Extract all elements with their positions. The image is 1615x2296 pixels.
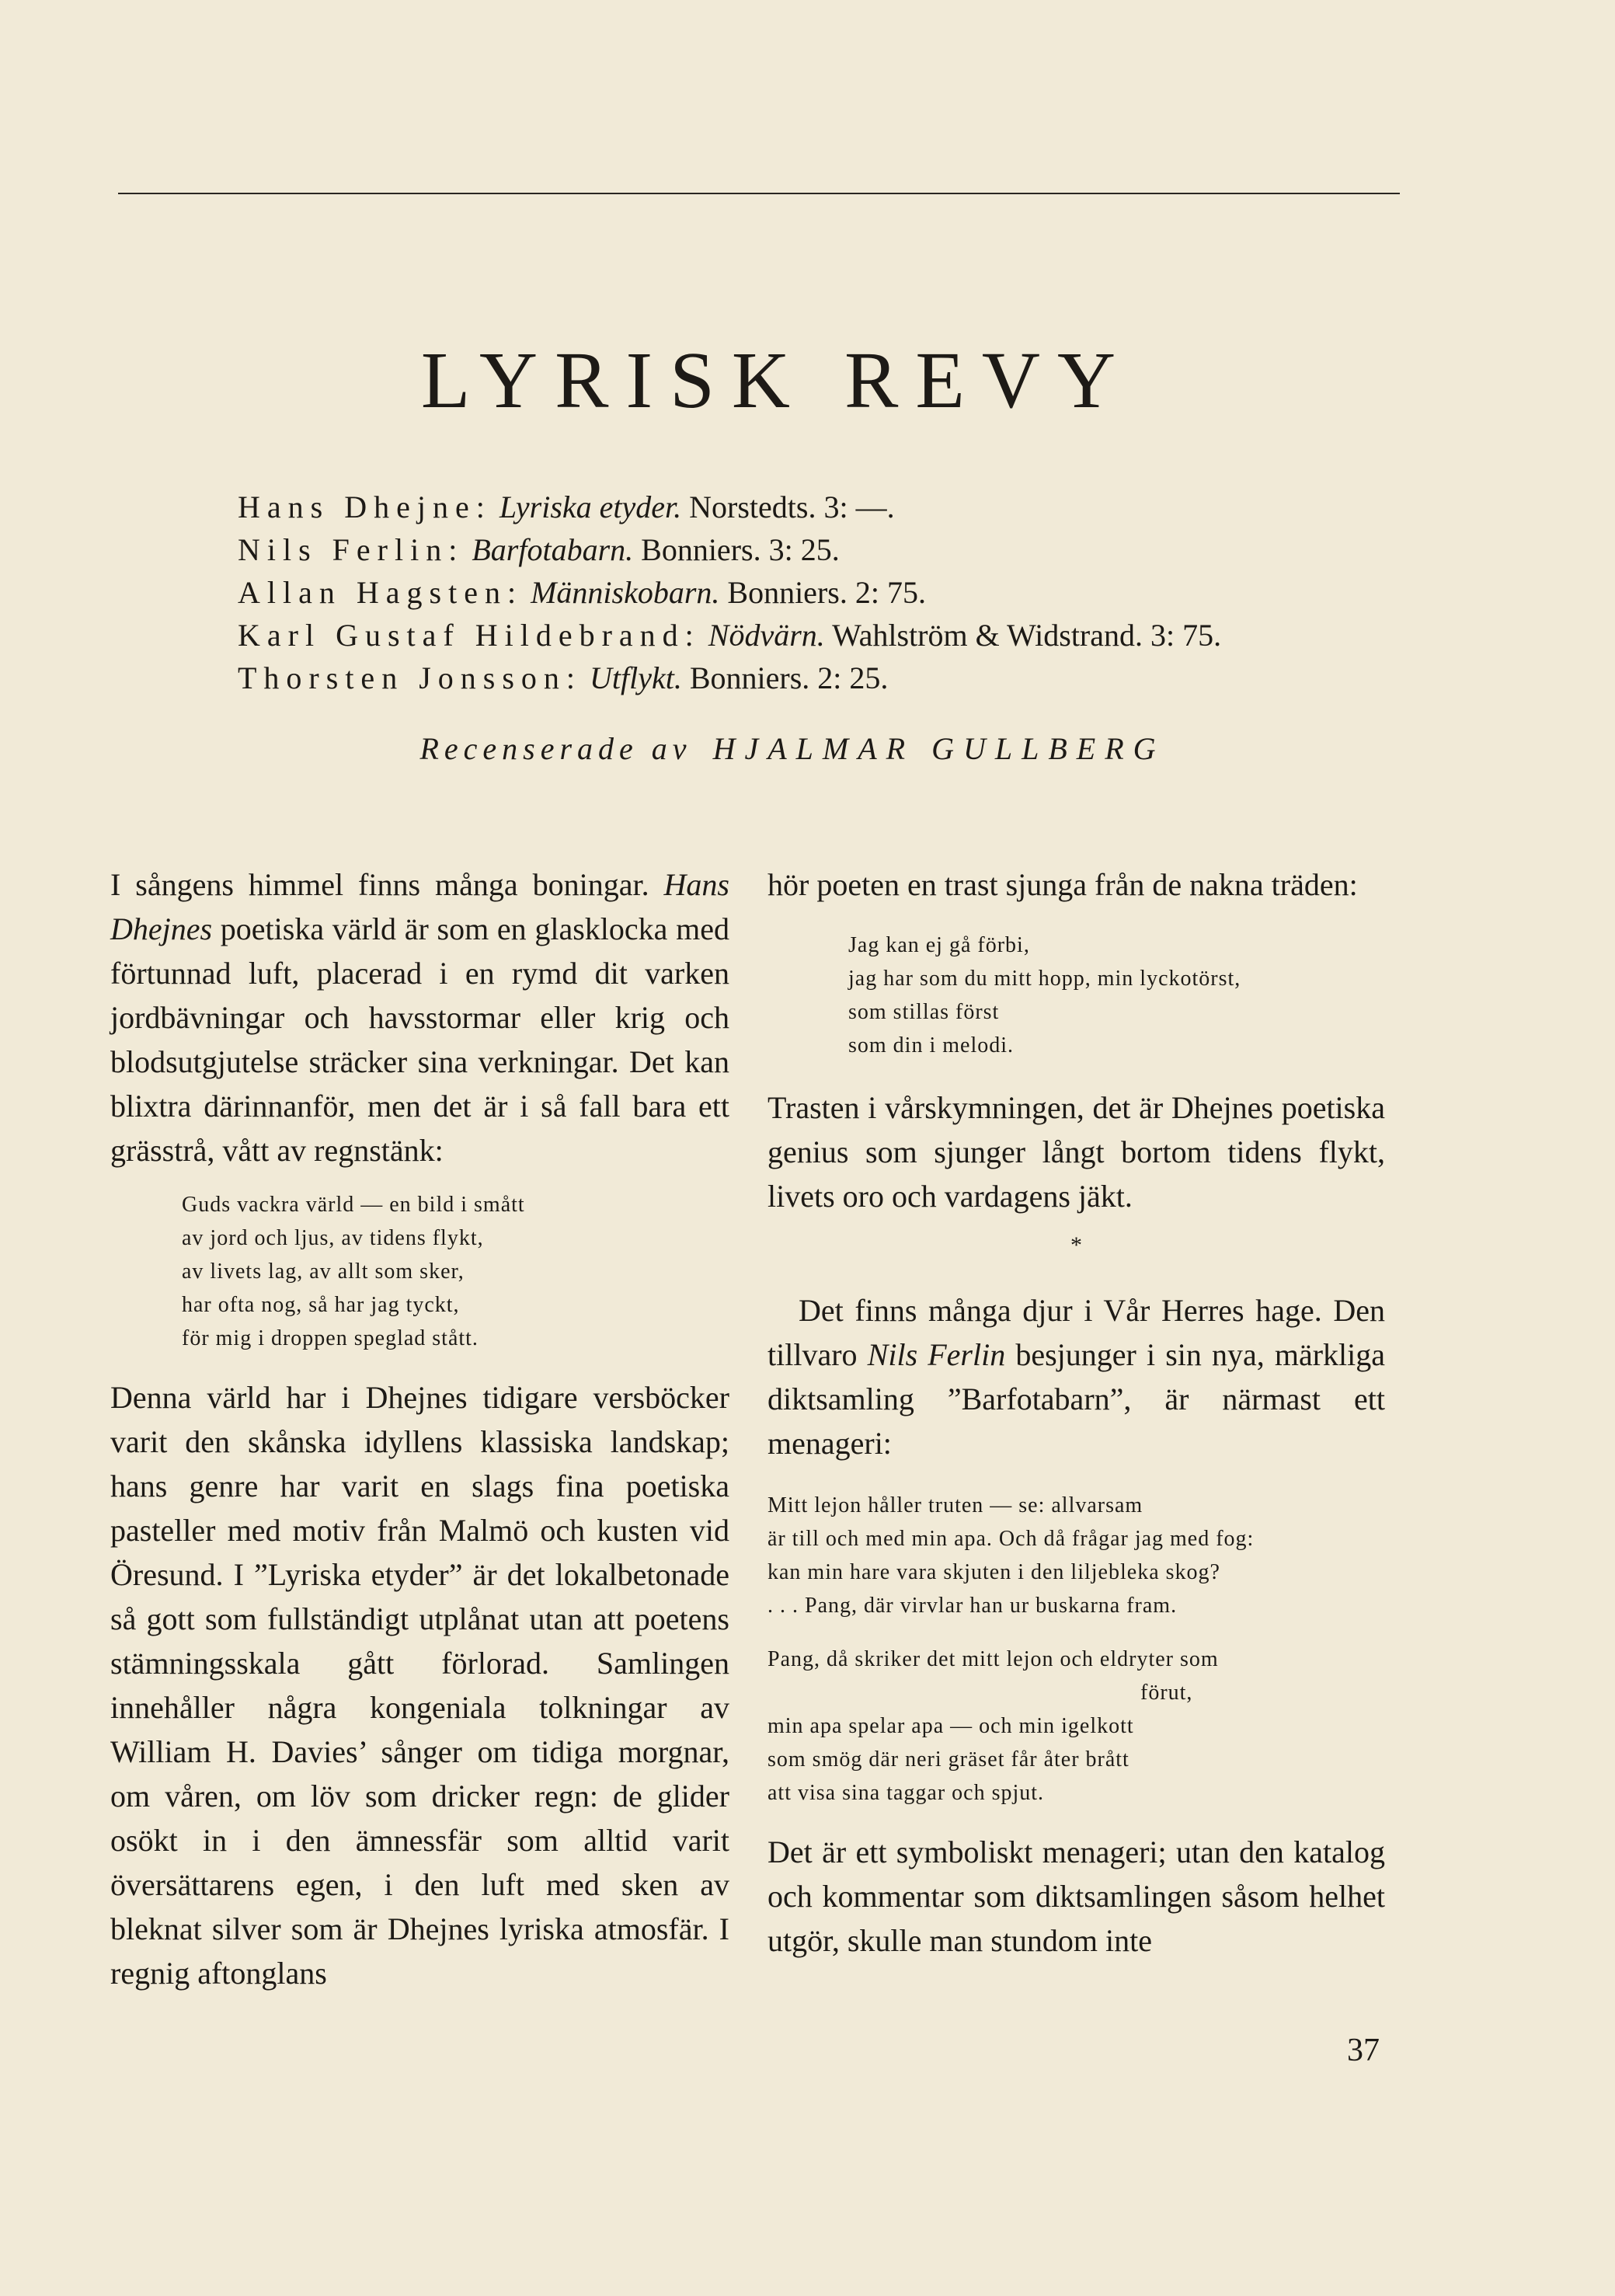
author-name: Nils Ferlin bbox=[867, 1337, 1006, 1372]
book-entry bbox=[238, 614, 1221, 657]
book-publisher: Norstedts. 3: —. bbox=[689, 490, 895, 524]
poem-quote: Jag kan ej gå förbi, jag har som du mitt hopp, min lyckotörst, som stillas först som din i melodi. bbox=[848, 933, 1241, 1057]
poem-quote: Pang, då skriker det mitt lejon och eldryter som förut, min apa spelar apa — och min igelkott som smög där neri gräset får åter brått att visa sina taggar och spjut. bbox=[767, 1647, 1219, 1805]
paragraph: Det är ett symboliskt menageri; utan den katalog och kommentar som diktsamlingen såsom helhet utgör, skulle man stundom inte bbox=[767, 1834, 1385, 1958]
poem-quote: Mitt lejon håller truten — se: allvarsam är till och med min apa. Och då frågar jag med fog: kan min hare vara skjuten i den liljebleka skog? . . . Pang, där virvlar han ur buskarna fram. bbox=[767, 1493, 1255, 1618]
book-publisher: Wahlström & Widstrand. 3: 75. bbox=[832, 618, 1222, 653]
book-author: Karl Gustaf Hildebrand: bbox=[238, 618, 701, 653]
book-entry bbox=[238, 528, 1221, 571]
paragraph bbox=[767, 1288, 1385, 1465]
book-entry bbox=[238, 571, 1221, 614]
book-title: Nödvärn. bbox=[708, 618, 825, 653]
article-title: LYRISK REVY bbox=[420, 336, 1133, 425]
poem-quote: Guds vackra värld — en bild i smått av jord och ljus, av tidens flykt, av livets lag, av allt som sker, har ofta nog, så har jag tyckt, för mig i droppen speglad stått. bbox=[182, 1193, 525, 1350]
left-column bbox=[110, 862, 729, 1995]
book-title: Människobarn. bbox=[531, 575, 720, 610]
book-list bbox=[238, 486, 1221, 699]
byline bbox=[0, 730, 1585, 767]
book-entry bbox=[238, 657, 1221, 699]
book-entry bbox=[238, 486, 1221, 528]
book-publisher: Bonniers. 2: 75. bbox=[727, 575, 926, 610]
paragraph-text: poetiska värld är som en glasklocka med förtunnad luft, placerad i en rymd dit varken jordbävningar och havsstormar eller krig och blodsutgjutelse sträcker sina verkningar. Det kan blixtra därinnanför, men det är i så fall bara ett grässtrå, vått av regnstänk: bbox=[110, 911, 730, 1168]
top-rule bbox=[118, 193, 1400, 194]
book-author: Thorsten Jonsson: bbox=[238, 660, 582, 695]
book-author: Nils Ferlin: bbox=[238, 532, 465, 567]
right-column bbox=[767, 862, 1385, 1963]
book-title: Lyriska etyder. bbox=[499, 490, 682, 524]
paragraph-lead: I sångens himmel finns många boningar. bbox=[110, 867, 649, 902]
book-publisher: Bonniers. 3: 25. bbox=[641, 532, 840, 567]
paragraph-lead: Det finns många djur i Vår Herres hage. Den tillvaro bbox=[767, 1293, 1385, 1372]
paragraph: hör poeten en trast sjunga från de nakna träden: bbox=[767, 867, 1358, 902]
page-number: 37 bbox=[1347, 2033, 1380, 2068]
book-publisher: Bonniers. 2: 25. bbox=[689, 660, 889, 695]
book-author: Hans Dhejne: bbox=[238, 490, 492, 524]
byline-reviewer: HJALMAR GULLBERG bbox=[712, 731, 1165, 766]
book-title: Utflykt. bbox=[590, 660, 682, 695]
byline-prefix: Recenserade av bbox=[419, 731, 692, 766]
paragraph: Trasten i vårskymningen, det är Dhejnes poetiska genius som sjunger långt bortom tidens flykt, livets oro och vardagens jäkt. bbox=[767, 1090, 1385, 1214]
paragraph bbox=[110, 862, 729, 1172]
book-title: Barfotabarn. bbox=[472, 532, 634, 567]
author-name: Hans Dhejnes bbox=[110, 867, 729, 946]
book-author: Allan Hagsten: bbox=[238, 575, 524, 610]
section-divider: * bbox=[1070, 1232, 1082, 1258]
paragraph: Denna värld har i Dhejnes tidigare versböcker varit den skånska idyllens klassiska landskap; hans genre har varit en slags fina poetiska pasteller med motiv från Malmö och kusten vid Öresund. I ”Lyriska etyder” är det lokalbetonade så gott som fullständigt utplånat utan att poetens stämningsskala gått förlorad. Samlingen innehåller några kongeniala tolkningar av William H. Davies’ sånger om tidiga morgnar, om våren, om löv som dricker regn: de glider osökt in i den ämnessfär som alltid varit översättarens egen, i den luft med sken av bleknat silver som är Dhejnes lyriska atmosfär. I regnig aftonglans bbox=[110, 1380, 729, 1991]
paragraph-text: besjunger i sin nya, märkliga diktsamling ”Barfotabarn”, är närmast ett menageri: bbox=[767, 1337, 1386, 1461]
